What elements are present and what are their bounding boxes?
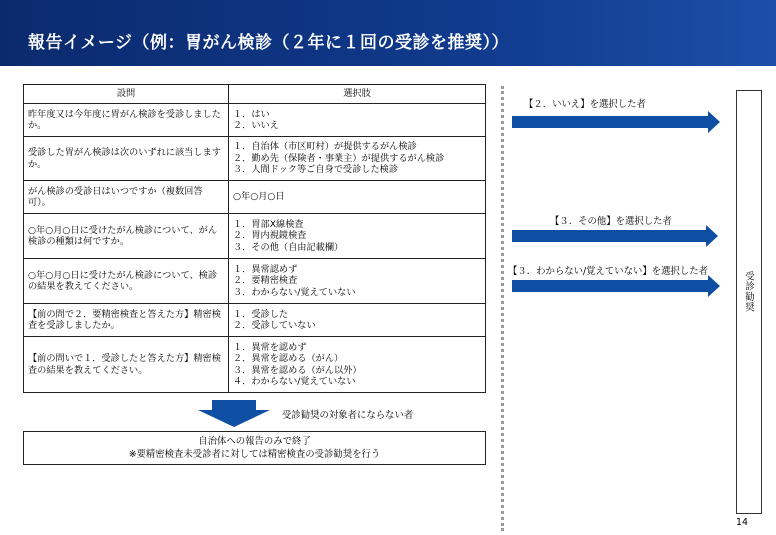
options-cell bbox=[229, 259, 486, 304]
option-text: ３．人間ドック等ご自身で受診した検診 bbox=[233, 164, 399, 176]
arrow-label-other: 【３．その他】を選択した者 bbox=[550, 216, 672, 227]
option-text: ３．異常を認める（がん以外） bbox=[233, 364, 362, 376]
survey-table bbox=[23, 84, 486, 393]
arrow-right-icon bbox=[512, 280, 708, 292]
arrow-label-no: 【２．いいえ】を選択した者 bbox=[524, 99, 646, 110]
question-cell: ○年○月○日に受けたがん検診について、がん検診の種類は何ですか。 bbox=[24, 214, 229, 259]
down-arrow-label: 受診勧奨の対象者にならない者 bbox=[282, 410, 414, 421]
table-row bbox=[24, 259, 486, 304]
table-header-row bbox=[24, 85, 486, 104]
table-row bbox=[24, 137, 486, 181]
question-cell: 昨年度又は今年度に胃がん検診を受診しましたか。 bbox=[24, 104, 229, 137]
arrow-right-icon bbox=[512, 116, 708, 128]
option-text: ４．わからない/覚えていない bbox=[233, 376, 356, 387]
option-text: ２．胃内視鏡検査 bbox=[233, 230, 307, 242]
result-line-2: ※要精密検査未受診者に対しては精密検査の受診勧奨を行う bbox=[128, 449, 381, 460]
option-text: ○年○月○日 bbox=[233, 191, 285, 203]
option-text: ２．要精密検査 bbox=[233, 275, 298, 287]
table-row bbox=[24, 181, 486, 214]
question-cell: ○年○月○日に受けたがん検診について、検診の結果を教えてください。 bbox=[24, 259, 229, 304]
option-text: ２．異常を認める（がん） bbox=[233, 353, 344, 364]
options-cell bbox=[229, 214, 486, 259]
option-text: １．異常を認めず bbox=[233, 341, 307, 353]
question-cell: 受診した胃がん検診は次のいずれに該当しますか。 bbox=[24, 137, 229, 181]
side-box-recommendation bbox=[736, 90, 762, 514]
table-row bbox=[24, 304, 486, 337]
option-text: ２．勤め先（保険者・事業主）が提供するがん検診 bbox=[233, 152, 445, 164]
arrow-label-unknown: 【３．わからない/覚えていない】を選択した者 bbox=[508, 266, 709, 277]
arrow-right-icon bbox=[512, 230, 706, 242]
side-box-label: 受診勧奨 bbox=[743, 271, 754, 313]
table-row bbox=[24, 214, 486, 259]
option-text: １．はい bbox=[233, 108, 270, 120]
header-banner bbox=[0, 0, 776, 66]
table-row bbox=[24, 337, 486, 393]
options-cell bbox=[229, 137, 486, 181]
page-title: 報告イメージ（例：胃がん検診（２年に１回の受診を推奨）） bbox=[28, 33, 509, 53]
option-text: １．胃部X線検査 bbox=[233, 218, 304, 230]
option-text: １．自治体（市区町村）が提供するがん検診 bbox=[233, 141, 417, 153]
question-cell: 【前の問で２．要精密検査と答えた方】精密検査を受診しましたか。 bbox=[24, 304, 229, 337]
column-header-question: 設問 bbox=[24, 85, 229, 104]
table-row bbox=[24, 104, 486, 137]
option-text: １．異常認めず bbox=[233, 263, 298, 275]
result-box bbox=[23, 431, 486, 465]
options-cell bbox=[229, 304, 486, 337]
option-text: １．受診した bbox=[233, 308, 289, 320]
question-cell: 【前の問いで１．受診したと答えた方】精密検査の結果を教えてください。 bbox=[24, 337, 229, 393]
page-number: 14 bbox=[736, 517, 748, 528]
question-cell: がん検診の受診日はいつですか（複数回答可）。 bbox=[24, 181, 229, 214]
options-cell bbox=[229, 104, 486, 137]
option-text: ３．わからない/覚えていない bbox=[233, 286, 356, 298]
options-cell bbox=[229, 337, 486, 393]
dotted-divider bbox=[501, 86, 504, 531]
options-cell bbox=[229, 181, 486, 214]
arrow-down-icon bbox=[198, 400, 270, 427]
result-line-1: 自治体への報告のみで終了 bbox=[198, 436, 311, 447]
option-text: ２．いいえ bbox=[233, 120, 279, 131]
option-text: ２．受診していない bbox=[233, 320, 316, 331]
column-header-options: 選択肢 bbox=[229, 85, 486, 104]
option-text: ３．その他（自由記載欄） bbox=[233, 241, 344, 253]
